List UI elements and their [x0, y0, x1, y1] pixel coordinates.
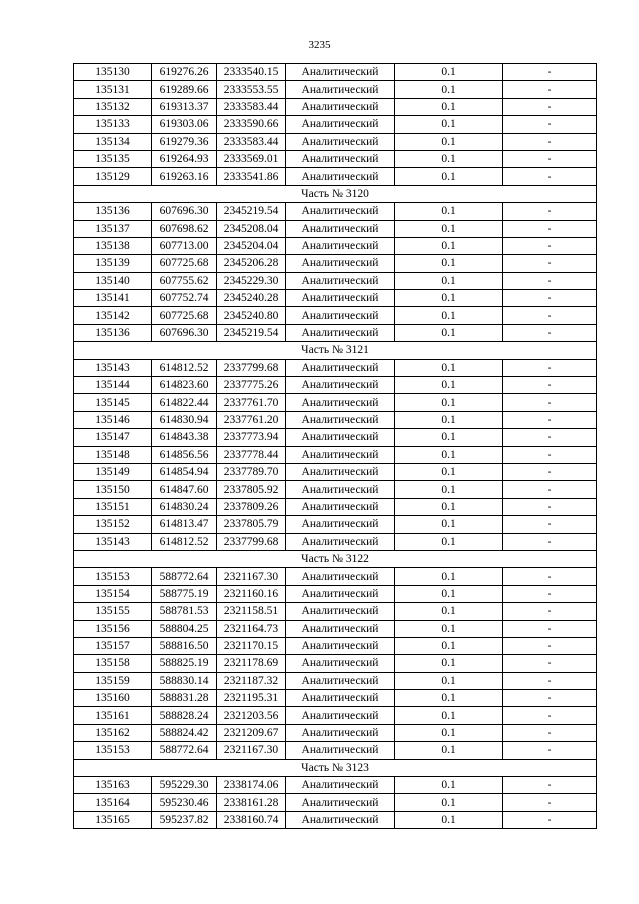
- description-cell: -: [503, 707, 597, 724]
- point-number-cell: 135143: [74, 359, 152, 376]
- point-number-cell: 135149: [74, 463, 152, 480]
- coordinates-table: [73, 63, 597, 829]
- x-coordinate-cell: 619276.26: [152, 64, 217, 81]
- point-number-cell: 135141: [74, 290, 152, 307]
- accuracy-cell: 0.1: [395, 707, 503, 724]
- table-row: [74, 150, 597, 167]
- x-coordinate-cell: 614854.94: [152, 463, 217, 480]
- table-row: [74, 307, 597, 324]
- method-cell: Аналитический: [286, 133, 395, 150]
- accuracy-cell: 0.1: [395, 290, 503, 307]
- method-cell: Аналитический: [286, 620, 395, 637]
- method-cell: Аналитический: [286, 64, 395, 81]
- y-coordinate-cell: 2345219.54: [217, 324, 286, 341]
- point-number-cell: 135133: [74, 116, 152, 133]
- x-coordinate-cell: 619279.36: [152, 133, 217, 150]
- description-cell: -: [503, 603, 597, 620]
- x-coordinate-cell: 614813.47: [152, 516, 217, 533]
- method-cell: Аналитический: [286, 324, 395, 341]
- table-row: [74, 255, 597, 272]
- point-number-cell: 135157: [74, 637, 152, 654]
- point-number-cell: 135130: [74, 64, 152, 81]
- method-cell: Аналитический: [286, 307, 395, 324]
- point-number-cell: 135159: [74, 672, 152, 689]
- accuracy-cell: 0.1: [395, 655, 503, 672]
- point-number-cell: 135140: [74, 272, 152, 289]
- x-coordinate-cell: 595237.82: [152, 811, 217, 828]
- point-number-cell: 135163: [74, 777, 152, 794]
- table-row: [74, 203, 597, 220]
- x-coordinate-cell: 588825.19: [152, 655, 217, 672]
- point-number-cell: 135132: [74, 98, 152, 115]
- description-cell: -: [503, 742, 597, 759]
- description-cell: -: [503, 498, 597, 515]
- x-coordinate-cell: 588831.28: [152, 690, 217, 707]
- description-cell: -: [503, 81, 597, 98]
- description-cell: -: [503, 133, 597, 150]
- point-number-cell: 135129: [74, 168, 152, 185]
- accuracy-cell: 0.1: [395, 255, 503, 272]
- accuracy-cell: 0.1: [395, 742, 503, 759]
- accuracy-cell: 0.1: [395, 724, 503, 741]
- method-cell: Аналитический: [286, 585, 395, 602]
- x-coordinate-cell: 588775.19: [152, 585, 217, 602]
- description-cell: -: [503, 690, 597, 707]
- method-cell: Аналитический: [286, 168, 395, 185]
- description-cell: -: [503, 811, 597, 828]
- accuracy-cell: 0.1: [395, 463, 503, 480]
- description-cell: -: [503, 255, 597, 272]
- table-row: [74, 811, 597, 828]
- point-number-cell: 135154: [74, 585, 152, 602]
- x-coordinate-cell: 588781.53: [152, 603, 217, 620]
- point-number-cell: 135136: [74, 324, 152, 341]
- y-coordinate-cell: 2337761.70: [217, 394, 286, 411]
- y-coordinate-cell: 2338161.28: [217, 794, 286, 811]
- table-row: [74, 481, 597, 498]
- accuracy-cell: 0.1: [395, 220, 503, 237]
- method-cell: Аналитический: [286, 568, 395, 585]
- x-coordinate-cell: 595230.46: [152, 794, 217, 811]
- y-coordinate-cell: 2337805.92: [217, 481, 286, 498]
- table-row: [74, 411, 597, 428]
- description-cell: -: [503, 168, 597, 185]
- section-header-row: [74, 185, 597, 202]
- point-number-cell: 135160: [74, 690, 152, 707]
- y-coordinate-cell: 2333553.55: [217, 81, 286, 98]
- accuracy-cell: 0.1: [395, 481, 503, 498]
- accuracy-cell: 0.1: [395, 637, 503, 654]
- y-coordinate-cell: 2321167.30: [217, 742, 286, 759]
- description-cell: -: [503, 568, 597, 585]
- method-cell: Аналитический: [286, 794, 395, 811]
- point-number-cell: 135145: [74, 394, 152, 411]
- description-cell: -: [503, 272, 597, 289]
- description-cell: -: [503, 672, 597, 689]
- description-cell: -: [503, 394, 597, 411]
- method-cell: Аналитический: [286, 707, 395, 724]
- y-coordinate-cell: 2333569.01: [217, 150, 286, 167]
- point-number-cell: 135158: [74, 655, 152, 672]
- x-coordinate-cell: 614847.60: [152, 481, 217, 498]
- y-coordinate-cell: 2345206.28: [217, 255, 286, 272]
- accuracy-cell: 0.1: [395, 168, 503, 185]
- accuracy-cell: 0.1: [395, 777, 503, 794]
- y-coordinate-cell: 2338160.74: [217, 811, 286, 828]
- description-cell: -: [503, 237, 597, 254]
- method-cell: Аналитический: [286, 690, 395, 707]
- point-number-cell: 135136: [74, 203, 152, 220]
- x-coordinate-cell: 619289.66: [152, 81, 217, 98]
- x-coordinate-cell: 614812.52: [152, 359, 217, 376]
- x-coordinate-cell: 607725.68: [152, 255, 217, 272]
- point-number-cell: 135137: [74, 220, 152, 237]
- table-row: [74, 116, 597, 133]
- y-coordinate-cell: 2321209.67: [217, 724, 286, 741]
- x-coordinate-cell: 619264.93: [152, 150, 217, 167]
- accuracy-cell: 0.1: [395, 359, 503, 376]
- table-row: [74, 603, 597, 620]
- description-cell: -: [503, 533, 597, 550]
- accuracy-cell: 0.1: [395, 568, 503, 585]
- description-cell: -: [503, 724, 597, 741]
- y-coordinate-cell: 2337789.70: [217, 463, 286, 480]
- x-coordinate-cell: 588804.25: [152, 620, 217, 637]
- description-cell: -: [503, 620, 597, 637]
- accuracy-cell: 0.1: [395, 585, 503, 602]
- y-coordinate-cell: 2337761.20: [217, 411, 286, 428]
- table-row: [74, 463, 597, 480]
- x-coordinate-cell: 614856.56: [152, 446, 217, 463]
- accuracy-cell: 0.1: [395, 690, 503, 707]
- method-cell: Аналитический: [286, 777, 395, 794]
- table-row: [74, 272, 597, 289]
- y-coordinate-cell: 2333541.86: [217, 168, 286, 185]
- method-cell: Аналитический: [286, 655, 395, 672]
- table-row: [74, 533, 597, 550]
- description-cell: -: [503, 220, 597, 237]
- accuracy-cell: 0.1: [395, 324, 503, 341]
- x-coordinate-cell: 607696.30: [152, 324, 217, 341]
- description-cell: -: [503, 98, 597, 115]
- method-cell: Аналитический: [286, 742, 395, 759]
- description-cell: -: [503, 516, 597, 533]
- table-row: [74, 724, 597, 741]
- x-coordinate-cell: 607696.30: [152, 203, 217, 220]
- y-coordinate-cell: 2338174.06: [217, 777, 286, 794]
- method-cell: Аналитический: [286, 533, 395, 550]
- method-cell: Аналитический: [286, 672, 395, 689]
- description-cell: -: [503, 411, 597, 428]
- method-cell: Аналитический: [286, 446, 395, 463]
- x-coordinate-cell: 619303.06: [152, 116, 217, 133]
- description-cell: -: [503, 359, 597, 376]
- point-number-cell: 135152: [74, 516, 152, 533]
- table-row: [74, 64, 597, 81]
- point-number-cell: 135151: [74, 498, 152, 515]
- x-coordinate-cell: 588816.50: [152, 637, 217, 654]
- accuracy-cell: 0.1: [395, 272, 503, 289]
- point-number-cell: 135134: [74, 133, 152, 150]
- description-cell: -: [503, 794, 597, 811]
- method-cell: Аналитический: [286, 429, 395, 446]
- y-coordinate-cell: 2337775.26: [217, 377, 286, 394]
- method-cell: Аналитический: [286, 150, 395, 167]
- x-coordinate-cell: 588828.24: [152, 707, 217, 724]
- accuracy-cell: 0.1: [395, 237, 503, 254]
- x-coordinate-cell: 614830.24: [152, 498, 217, 515]
- point-number-cell: 135156: [74, 620, 152, 637]
- section-title: Часть № 3123: [74, 759, 597, 776]
- y-coordinate-cell: 2333590.66: [217, 116, 286, 133]
- table-row: [74, 290, 597, 307]
- x-coordinate-cell: 588830.14: [152, 672, 217, 689]
- description-cell: -: [503, 429, 597, 446]
- description-cell: -: [503, 307, 597, 324]
- description-cell: -: [503, 637, 597, 654]
- description-cell: -: [503, 481, 597, 498]
- y-coordinate-cell: 2333583.44: [217, 98, 286, 115]
- method-cell: Аналитический: [286, 411, 395, 428]
- point-number-cell: 135148: [74, 446, 152, 463]
- x-coordinate-cell: 607698.62: [152, 220, 217, 237]
- y-coordinate-cell: 2345208.04: [217, 220, 286, 237]
- point-number-cell: 135139: [74, 255, 152, 272]
- y-coordinate-cell: 2345219.54: [217, 203, 286, 220]
- table-row: [74, 742, 597, 759]
- accuracy-cell: 0.1: [395, 672, 503, 689]
- y-coordinate-cell: 2321178.69: [217, 655, 286, 672]
- accuracy-cell: 0.1: [395, 116, 503, 133]
- x-coordinate-cell: 614843.38: [152, 429, 217, 446]
- method-cell: Аналитический: [286, 272, 395, 289]
- y-coordinate-cell: 2321160.16: [217, 585, 286, 602]
- method-cell: Аналитический: [286, 203, 395, 220]
- table-row: [74, 568, 597, 585]
- y-coordinate-cell: 2345240.80: [217, 307, 286, 324]
- description-cell: -: [503, 446, 597, 463]
- method-cell: Аналитический: [286, 811, 395, 828]
- description-cell: -: [503, 203, 597, 220]
- x-coordinate-cell: 588824.42: [152, 724, 217, 741]
- y-coordinate-cell: 2337805.79: [217, 516, 286, 533]
- point-number-cell: 135135: [74, 150, 152, 167]
- point-number-cell: 135162: [74, 724, 152, 741]
- y-coordinate-cell: 2321195.31: [217, 690, 286, 707]
- method-cell: Аналитический: [286, 481, 395, 498]
- accuracy-cell: 0.1: [395, 620, 503, 637]
- point-number-cell: 135143: [74, 533, 152, 550]
- table-row: [74, 359, 597, 376]
- description-cell: -: [503, 324, 597, 341]
- table-row: [74, 637, 597, 654]
- description-cell: -: [503, 585, 597, 602]
- y-coordinate-cell: 2321203.56: [217, 707, 286, 724]
- method-cell: Аналитический: [286, 724, 395, 741]
- table-row: [74, 516, 597, 533]
- table-row: [74, 168, 597, 185]
- table-row: [74, 777, 597, 794]
- method-cell: Аналитический: [286, 290, 395, 307]
- y-coordinate-cell: 2345240.28: [217, 290, 286, 307]
- x-coordinate-cell: 614830.94: [152, 411, 217, 428]
- y-coordinate-cell: 2333583.44: [217, 133, 286, 150]
- accuracy-cell: 0.1: [395, 64, 503, 81]
- accuracy-cell: 0.1: [395, 133, 503, 150]
- description-cell: -: [503, 150, 597, 167]
- description-cell: -: [503, 463, 597, 480]
- accuracy-cell: 0.1: [395, 307, 503, 324]
- point-number-cell: 135142: [74, 307, 152, 324]
- accuracy-cell: 0.1: [395, 203, 503, 220]
- table-row: [74, 377, 597, 394]
- method-cell: Аналитический: [286, 237, 395, 254]
- x-coordinate-cell: 588772.64: [152, 568, 217, 585]
- y-coordinate-cell: 2321164.73: [217, 620, 286, 637]
- method-cell: Аналитический: [286, 516, 395, 533]
- point-number-cell: 135144: [74, 377, 152, 394]
- x-coordinate-cell: 614823.60: [152, 377, 217, 394]
- accuracy-cell: 0.1: [395, 498, 503, 515]
- accuracy-cell: 0.1: [395, 533, 503, 550]
- method-cell: Аналитический: [286, 359, 395, 376]
- y-coordinate-cell: 2345229.30: [217, 272, 286, 289]
- method-cell: Аналитический: [286, 394, 395, 411]
- table-row: [74, 237, 597, 254]
- table-row: [74, 394, 597, 411]
- x-coordinate-cell: 619313.37: [152, 98, 217, 115]
- y-coordinate-cell: 2337809.26: [217, 498, 286, 515]
- section-header-row: [74, 342, 597, 359]
- y-coordinate-cell: 2333540.15: [217, 64, 286, 81]
- method-cell: Аналитический: [286, 81, 395, 98]
- table-row: [74, 585, 597, 602]
- description-cell: -: [503, 116, 597, 133]
- section-header-row: [74, 759, 597, 776]
- y-coordinate-cell: 2345204.04: [217, 237, 286, 254]
- method-cell: Аналитический: [286, 255, 395, 272]
- table-row: [74, 429, 597, 446]
- x-coordinate-cell: 619263.16: [152, 168, 217, 185]
- y-coordinate-cell: 2337773.94: [217, 429, 286, 446]
- accuracy-cell: 0.1: [395, 98, 503, 115]
- x-coordinate-cell: 614812.52: [152, 533, 217, 550]
- point-number-cell: 135153: [74, 568, 152, 585]
- method-cell: Аналитический: [286, 637, 395, 654]
- y-coordinate-cell: 2321167.30: [217, 568, 286, 585]
- section-title: Часть № 3122: [74, 550, 597, 567]
- point-number-cell: 135146: [74, 411, 152, 428]
- point-number-cell: 135131: [74, 81, 152, 98]
- y-coordinate-cell: 2321187.32: [217, 672, 286, 689]
- section-title: Часть № 3121: [74, 342, 597, 359]
- y-coordinate-cell: 2337799.68: [217, 533, 286, 550]
- y-coordinate-cell: 2321158.51: [217, 603, 286, 620]
- x-coordinate-cell: 607752.74: [152, 290, 217, 307]
- table-row: [74, 655, 597, 672]
- point-number-cell: 135161: [74, 707, 152, 724]
- point-number-cell: 135138: [74, 237, 152, 254]
- x-coordinate-cell: 607755.62: [152, 272, 217, 289]
- x-coordinate-cell: 614822.44: [152, 394, 217, 411]
- table-row: [74, 133, 597, 150]
- method-cell: Аналитический: [286, 98, 395, 115]
- point-number-cell: 135164: [74, 794, 152, 811]
- accuracy-cell: 0.1: [395, 516, 503, 533]
- x-coordinate-cell: 588772.64: [152, 742, 217, 759]
- section-header-row: [74, 550, 597, 567]
- table-row: [74, 707, 597, 724]
- point-number-cell: 135153: [74, 742, 152, 759]
- y-coordinate-cell: 2337799.68: [217, 359, 286, 376]
- table-row: [74, 81, 597, 98]
- description-cell: -: [503, 777, 597, 794]
- x-coordinate-cell: 607725.68: [152, 307, 217, 324]
- accuracy-cell: 0.1: [395, 411, 503, 428]
- table-row: [74, 690, 597, 707]
- table-row: [74, 672, 597, 689]
- table-row: [74, 98, 597, 115]
- accuracy-cell: 0.1: [395, 429, 503, 446]
- x-coordinate-cell: 595229.30: [152, 777, 217, 794]
- table-row: [74, 220, 597, 237]
- table-row: [74, 498, 597, 515]
- point-number-cell: 135165: [74, 811, 152, 828]
- method-cell: Аналитический: [286, 220, 395, 237]
- page-number: 3235: [308, 39, 331, 51]
- section-title: Часть № 3120: [74, 185, 597, 202]
- method-cell: Аналитический: [286, 463, 395, 480]
- table-row: [74, 794, 597, 811]
- description-cell: -: [503, 655, 597, 672]
- description-cell: -: [503, 290, 597, 307]
- table-row: [74, 446, 597, 463]
- description-cell: -: [503, 377, 597, 394]
- y-coordinate-cell: 2321170.15: [217, 637, 286, 654]
- table-body: [74, 64, 597, 829]
- accuracy-cell: 0.1: [395, 446, 503, 463]
- accuracy-cell: 0.1: [395, 150, 503, 167]
- point-number-cell: 135147: [74, 429, 152, 446]
- accuracy-cell: 0.1: [395, 603, 503, 620]
- method-cell: Аналитический: [286, 377, 395, 394]
- table-row: [74, 324, 597, 341]
- y-coordinate-cell: 2337778.44: [217, 446, 286, 463]
- point-number-cell: 135150: [74, 481, 152, 498]
- method-cell: Аналитический: [286, 116, 395, 133]
- method-cell: Аналитический: [286, 603, 395, 620]
- description-cell: -: [503, 64, 597, 81]
- accuracy-cell: 0.1: [395, 81, 503, 98]
- accuracy-cell: 0.1: [395, 811, 503, 828]
- accuracy-cell: 0.1: [395, 794, 503, 811]
- method-cell: Аналитический: [286, 498, 395, 515]
- table-row: [74, 620, 597, 637]
- accuracy-cell: 0.1: [395, 394, 503, 411]
- accuracy-cell: 0.1: [395, 377, 503, 394]
- x-coordinate-cell: 607713.00: [152, 237, 217, 254]
- point-number-cell: 135155: [74, 603, 152, 620]
